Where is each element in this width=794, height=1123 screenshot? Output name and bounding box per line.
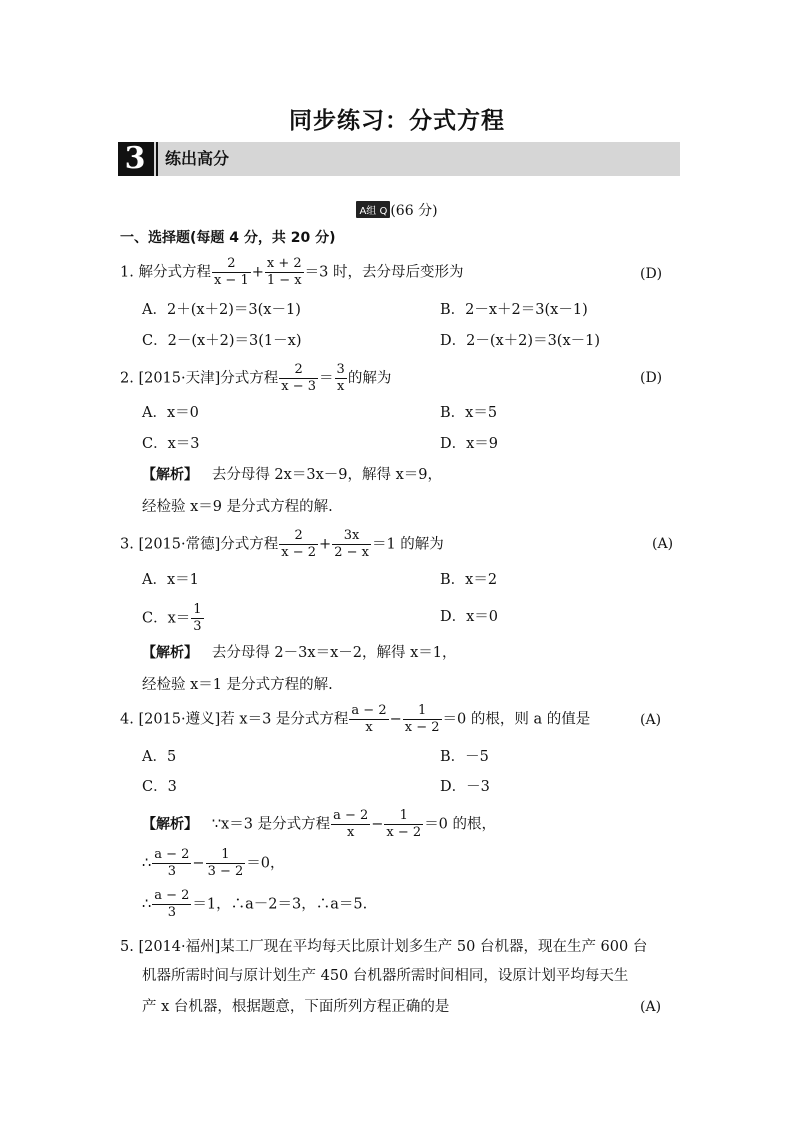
answer-label: (A)	[640, 999, 662, 1015]
question-1-stem: 1. 解分式方程 $\frac{2}{x - 1}$ + $\frac{x + 2}{1 - x}$ ＝3 时，去分母后变形为	[120, 256, 464, 288]
group-badge: A组 Q	[356, 201, 390, 218]
answer-label: (D)	[640, 370, 663, 386]
option-a: A．2＋(x＋2)＝3(x－1)	[142, 302, 301, 318]
fraction: $\frac{a - 2}{3}$	[154, 847, 190, 879]
analysis-line: 【解析】 ∵x＝3 是分式方程 $\frac{a - 2}{x}$ − $\frac{1}{x - 2}$ ＝0 的根，	[142, 808, 497, 840]
option-c: C．x＝3	[142, 436, 200, 452]
fraction: $\frac{3x}{2 - x}$	[334, 528, 369, 560]
banner-label: 练出高分	[165, 149, 230, 168]
question-5-line-1	[120, 937, 647, 957]
option-a: A．x＝0	[142, 405, 199, 421]
analysis-line: ∴ $\frac{a - 2}{3}$ ＝1，∴a－2＝3，∴a＝5.	[142, 888, 368, 920]
analysis-line: 经检验 x＝9 是分式方程的解.	[142, 499, 333, 515]
fraction: $\frac{1}{3 - 2}$	[207, 847, 244, 879]
stem-text: [2014·福州]某工厂现在平均每天比原计划多生产 50 台机器，现在生产 600 台	[138, 939, 648, 955]
answer-label: (A)	[652, 536, 674, 552]
answer-label: (D)	[640, 266, 663, 282]
fraction: $\frac{2}{x - 3}$	[281, 362, 317, 394]
fraction: $\frac{1}{3}$	[193, 602, 202, 634]
fraction: $\frac{1}{x - 2}$	[404, 703, 440, 735]
fraction: $\frac{2}{x - 2}$	[281, 528, 317, 560]
stem-text: 的解为	[347, 370, 392, 387]
option-d: D．x＝9	[440, 436, 499, 452]
analysis-line	[142, 643, 456, 663]
analysis-label: 【解析】	[142, 467, 198, 483]
section-title: 一、选择题(每题 4 分，共 20 分)	[120, 230, 336, 246]
fraction: $\frac{1}{x - 2}$	[386, 808, 422, 840]
question-number: 4.	[120, 711, 134, 728]
banner-number: 3	[118, 142, 152, 176]
analysis-label: 【解析】	[142, 816, 198, 833]
fraction: $\frac{a - 2}{x}$	[351, 703, 387, 735]
analysis-line	[142, 465, 442, 485]
analysis-label: 【解析】	[142, 645, 198, 661]
analysis-text: ∵x＝3 是分式方程	[211, 816, 331, 833]
analysis-text: 去分母得 2x＝3x－9，解得 x＝9，	[211, 467, 442, 483]
option-c: C．3	[142, 779, 177, 795]
question-number: 1.	[120, 264, 134, 281]
question-number: 5.	[120, 939, 134, 955]
stem-text: ＝3 时，去分母后变形为	[304, 264, 464, 281]
option-c: C．2－(x＋2)＝3(1－x)	[142, 333, 302, 349]
question-3-stem: 3. [2015·常德]分式方程 $\frac{2}{x - 2}$ + $\frac{3x}{2 - x}$ ＝1 的解为	[120, 528, 444, 560]
option-c: C．x＝ $\frac{1}{3}$	[142, 602, 202, 634]
analysis-line: ∴ $\frac{a - 2}{3}$ − $\frac{1}{3 - 2}$ ＝0，	[142, 847, 285, 879]
fraction: $\frac{x + 2}{1 - x}$	[266, 256, 302, 288]
option-d: D．－3	[440, 779, 490, 795]
fraction: $\frac{a - 2}{x}$	[333, 808, 369, 840]
analysis-text: ＝1，∴a－2＝3，∴a＝5.	[192, 896, 368, 913]
analysis-text: 去分母得 2－3x＝x－2，解得 x＝1，	[211, 645, 457, 661]
page-title: 同步练习：分式方程	[289, 108, 505, 134]
option-d: D．x＝0	[440, 609, 499, 625]
analysis-text: ＝0 的根，	[424, 816, 497, 833]
option-b: B．－5	[440, 749, 489, 765]
stem-text: 解分式方程	[138, 264, 211, 281]
stem-text: ＝0 的根，则 a 的值是	[442, 711, 591, 728]
option-d: D．2－(x＋2)＝3(x－1)	[440, 333, 601, 349]
section-banner	[118, 142, 680, 176]
question-2-stem: 2. [2015·天津]分式方程 $\frac{2}{x - 3}$ ＝ $\frac{3}{x}$ 的解为	[120, 362, 392, 394]
group-header	[0, 200, 794, 220]
fraction: $\frac{a - 2}{3}$	[154, 888, 190, 920]
option-b: B．x＝2	[440, 572, 498, 588]
stem-text: ＝1 的解为	[371, 536, 444, 553]
question-5-line-3: 产 x 台机器，根据题意，下面所列方程正确的是	[142, 999, 450, 1015]
question-5-line-2: 机器所需时间与原计划生产 450 台机器所需时间相同，设原计划平均每天生	[142, 968, 629, 984]
option-b: B．x＝5	[440, 405, 498, 421]
analysis-line: 经检验 x＝1 是分式方程的解.	[142, 677, 333, 693]
analysis-text: ＝0，	[246, 855, 285, 872]
stem-text: [2015·天津]分式方程	[138, 370, 279, 387]
group-points: (66 分)	[390, 203, 438, 219]
stem-text: [2015·遵义]若 x＝3 是分式方程	[138, 711, 349, 728]
question-number: 3.	[120, 536, 134, 553]
fraction: $\frac{3}{x}$	[336, 362, 345, 394]
option-a: A．x＝1	[142, 572, 199, 588]
option-a: A．5	[142, 749, 177, 765]
question-number: 2.	[120, 370, 134, 387]
question-4-stem: 4. [2015·遵义]若 x＝3 是分式方程 $\frac{a - 2}{x}$ − $\frac{1}{x - 2}$ ＝0 的根，则 a 的值是	[120, 703, 591, 735]
option-b: B．2－x＋2＝3(x－1)	[440, 302, 588, 318]
answer-label: (A)	[640, 712, 662, 728]
stem-text: [2015·常德]分式方程	[138, 536, 279, 553]
fraction: $\frac{2}{x - 1}$	[213, 256, 249, 288]
